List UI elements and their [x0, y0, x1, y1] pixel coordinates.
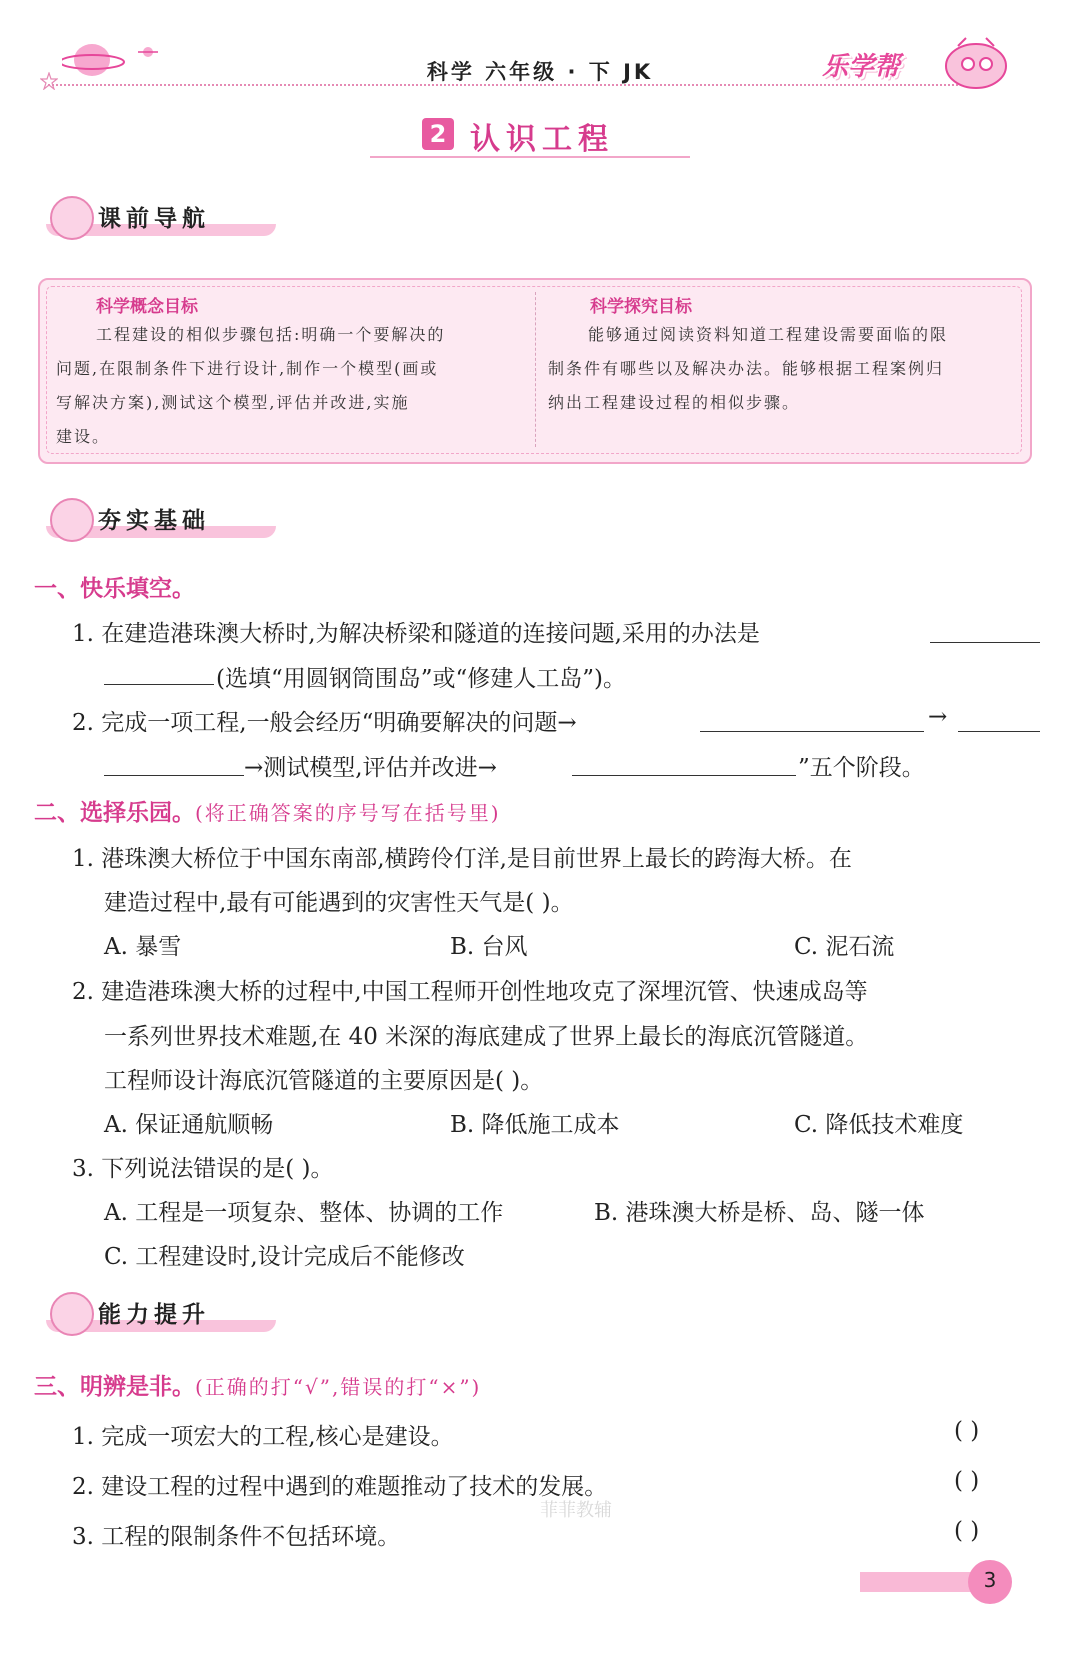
banner-label: 能力提升: [98, 1302, 210, 1328]
option-b[interactable]: B. 港珠澳大桥是桥、岛、隧一体: [594, 1200, 925, 1226]
section-heading-fill-blank: 一、快乐填空。: [34, 576, 195, 602]
question-text: (选填“用圆钢筒围岛”或“修建人工岛”)。: [216, 666, 626, 692]
judge-item: 3. 工程的限制条件不包括环境。: [72, 1524, 401, 1550]
rabbit-icon: [50, 196, 94, 240]
option-c[interactable]: C. 工程建设时,设计完成后不能修改: [104, 1244, 465, 1270]
arrow-text: →: [928, 704, 948, 730]
option-c[interactable]: C. 泥石流: [794, 934, 895, 960]
goal-line: 写解决方案),测试这个模型,评估并改进,实施: [56, 393, 410, 412]
option-a[interactable]: A. 暴雪: [104, 934, 182, 960]
banner-label: 夯实基础: [98, 508, 210, 534]
question-text: →测试模型,评估并改进→: [244, 755, 497, 781]
question-text: 1. 港珠澳大桥位于中国东南部,横跨伶仃洋,是目前世界上最长的跨海大桥。在: [72, 846, 852, 872]
question-text: 一系列世界技术难题,在 40 米深的海底建成了世界上最长的海底沉管隧道。: [104, 1024, 869, 1050]
section-heading-text: 二、选择乐园。: [34, 800, 195, 826]
goal-line: 工程建设的相似步骤包括:明确一个要解决的: [96, 325, 446, 344]
question-text: 1. 在建造港珠澳大桥时,为解决桥梁和隧道的连接问题,采用的办法是: [72, 621, 760, 647]
cat-icon: [50, 498, 94, 542]
option-a[interactable]: A. 保证通航顺畅: [104, 1112, 274, 1138]
goal-line: 建设。: [56, 427, 111, 446]
section-heading-choice: [34, 794, 501, 827]
judge-item: 1. 完成一项宏大的工程,核心是建设。: [72, 1424, 454, 1450]
answer-parentheses[interactable]: ( ): [954, 1418, 980, 1444]
lesson-underline: [370, 156, 690, 158]
lesson-title: 认识工程: [470, 122, 614, 157]
option-c[interactable]: C. 降低技术难度: [794, 1112, 964, 1138]
question-text: 工程师设计海底沉管隧道的主要原因是( )。: [104, 1068, 544, 1094]
section-banner-advance: [36, 1292, 286, 1340]
banner-label: 课前导航: [98, 206, 210, 232]
question-text: 2. 完成一项工程,一般会经历“明确要解决的问题→: [72, 710, 577, 736]
section-banner-preview: [36, 196, 286, 244]
section-heading-judge: [34, 1368, 481, 1401]
goal-head-inquiry: 科学探究目标: [590, 297, 692, 317]
header-divider: [48, 84, 978, 86]
section-banner-basics: [36, 498, 286, 546]
goal-line: 问题,在限制条件下进行设计,制作一个模型(画或: [56, 359, 439, 378]
answer-blank[interactable]: [930, 620, 1040, 643]
question-text: 3. 下列说法错误的是( )。: [72, 1156, 334, 1182]
section-note: (将正确答案的序号写在括号里): [195, 801, 501, 825]
goal-body-inquiry: [548, 318, 1016, 420]
header-title: 科学 六年级 · 下 JK: [426, 60, 654, 84]
question-text: 2. 建造港珠澳大桥的过程中,中国工程师开创性地攻克了深埋沉管、快速成岛等: [72, 979, 868, 1005]
answer-blank[interactable]: [958, 709, 1040, 732]
question-text: 建造过程中,最有可能遇到的灾害性天气是( )。: [104, 890, 574, 916]
page-number: 3: [983, 1568, 997, 1592]
section-heading-text: 三、明辨是非。: [34, 1374, 195, 1400]
answer-blank[interactable]: [104, 753, 244, 776]
girl-icon: [50, 1292, 94, 1336]
goal-body-concept: [56, 318, 526, 454]
judge-item: 2. 建设工程的过程中遇到的难题推动了技术的发展。: [72, 1474, 608, 1500]
goal-line: 纳出工程建设过程的相似步骤。: [548, 393, 801, 412]
watermark: 菲菲教辅: [540, 1500, 612, 1521]
brand-logo: 乐学帮: [822, 52, 901, 82]
answer-blank[interactable]: [700, 709, 924, 732]
goal-head-concept: 科学概念目标: [96, 297, 198, 317]
answer-parentheses[interactable]: ( ): [954, 1518, 980, 1544]
mascot-icon: [940, 36, 1012, 94]
answer-blank[interactable]: [572, 753, 796, 776]
lesson-heading: [370, 112, 690, 162]
goals-divider: [535, 292, 536, 447]
option-a[interactable]: A. 工程是一项复杂、整体、协调的工作: [104, 1200, 504, 1226]
answer-parentheses[interactable]: ( ): [954, 1468, 980, 1494]
answer-blank[interactable]: [104, 662, 214, 685]
section-note: (正确的打“√”,错误的打“×”): [195, 1375, 482, 1399]
question-text: ”五个阶段。: [798, 755, 925, 781]
option-b[interactable]: B. 台风: [450, 934, 528, 960]
lesson-number: 2: [422, 118, 454, 150]
goal-line: 制条件有哪些以及解决办法。能够根据工程案例归: [548, 359, 945, 378]
option-b[interactable]: B. 降低施工成本: [450, 1112, 620, 1138]
goal-line: 能够通过阅读资料知道工程建设需要面临的限: [588, 325, 949, 344]
